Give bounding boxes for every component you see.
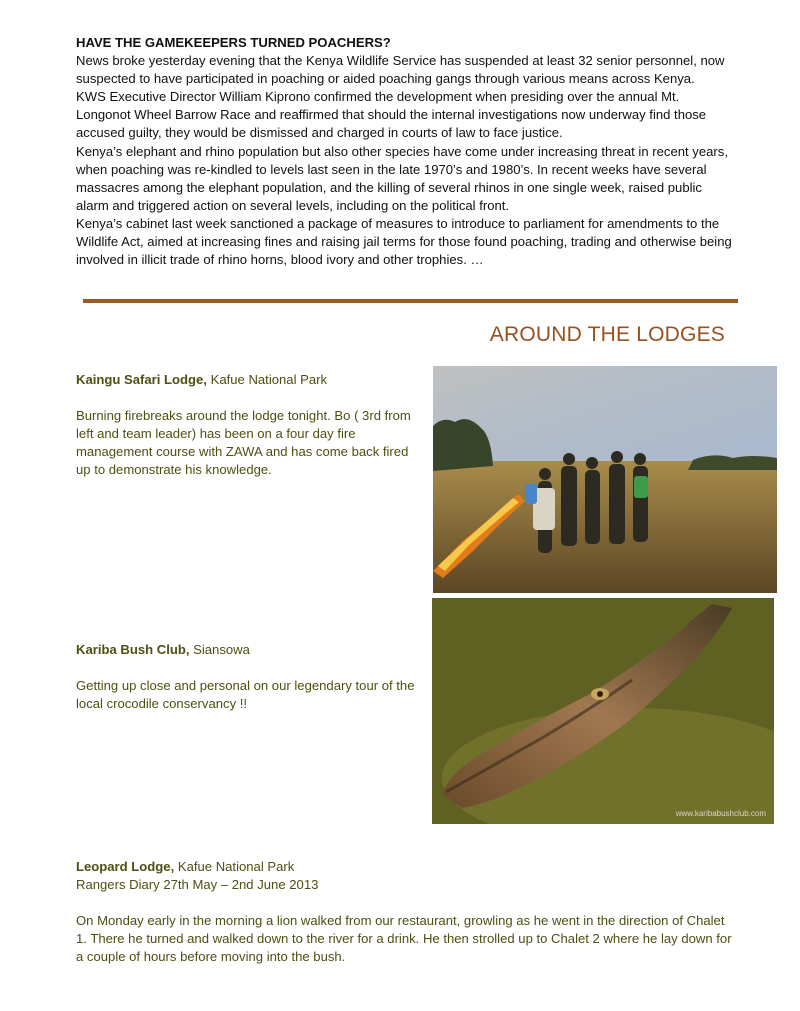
lodge-body: On Monday early in the morning a lion walked from our restaurant, growling as he went in the direction of Chalet 1. There he turned and walked down to the river for a drink. He then strolled up to Chalet 2 where he lay down for a couple of hours before moving into the bush. xyxy=(76,913,732,965)
lodge-entry-leopard xyxy=(76,858,736,966)
section-divider xyxy=(83,299,738,303)
lodge-title xyxy=(76,641,421,659)
crocodile-photo xyxy=(432,598,774,824)
lodge-location: Kafue National Park xyxy=(174,859,295,874)
lodge-title xyxy=(76,371,421,389)
lodge-title xyxy=(76,858,736,876)
article-paragraph: KWS Executive Director William Kiprono confirmed the development when presiding over the annual Mt. Longonot Wheel Barrow Race and reaffirmed that should the internal investigations now underway find those accused guilty, they would be dismissed and charged in courts of law to face justice. xyxy=(76,89,707,141)
photo-watermark: www.karibabushclub.com xyxy=(675,809,766,818)
article-paragraph: News broke yesterday evening that the Kenya Wildlife Service has suspended at least 32 senior personnel, now suspected to have participated in poaching or aided poaching gangs through various means across Kenya. xyxy=(76,53,725,87)
firebreak-photo-art xyxy=(433,366,777,593)
lodge-location: Kafue National Park xyxy=(206,372,328,387)
section-heading: AROUND THE LODGES xyxy=(489,323,725,346)
lodge-body: Getting up close and personal on our legendary tour of the local crocodile conservancy !! xyxy=(76,678,415,712)
lodge-entry-kariba xyxy=(76,641,421,713)
article-paragraph: Kenya’s cabinet last week sanctioned a package of measures to introduce to parliament for amendments to the Wildlife Act, aimed at increasing fines and raising jail terms for those found poaching, trading and otherwise being involved in illicit trade of rhino horns, blood ivory and other trophies. … xyxy=(76,215,732,268)
lodge-body: Burning firebreaks around the lodge tonight. Bo ( 3rd from left and team leader) has been on a four day fire management course with ZAWA and has come back fired up to demonstrate his knowledge. xyxy=(76,408,411,478)
lodge-subtitle: Rangers Diary 27th May – 2nd June 2013 xyxy=(76,877,319,893)
lodge-location: Siansowa xyxy=(189,642,250,657)
firebreak-photo xyxy=(433,366,777,593)
news-article xyxy=(76,34,736,269)
lodge-name: Leopard Lodge, xyxy=(76,859,175,874)
article-heading: HAVE THE GAMEKEEPERS TURNED POACHERS? xyxy=(76,35,391,50)
lodge-entry-kaingu xyxy=(76,371,421,479)
lodge-name: Kariba Bush Club, xyxy=(76,642,190,657)
crocodile-photo-art xyxy=(432,598,774,824)
article-paragraph: Kenya’s elephant and rhino population but also other species have come under increasing threat in recent years, when poaching was re-kindled to levels last seen in the late 1970’s and 1980’s. In recent weeks have several massacres among the elephant population, and the killing of several rhinos in one single week, raised public alarm and triggered action on several levels, including on the political front. xyxy=(76,143,728,213)
lodge-name: Kaingu Safari Lodge, xyxy=(76,372,207,387)
